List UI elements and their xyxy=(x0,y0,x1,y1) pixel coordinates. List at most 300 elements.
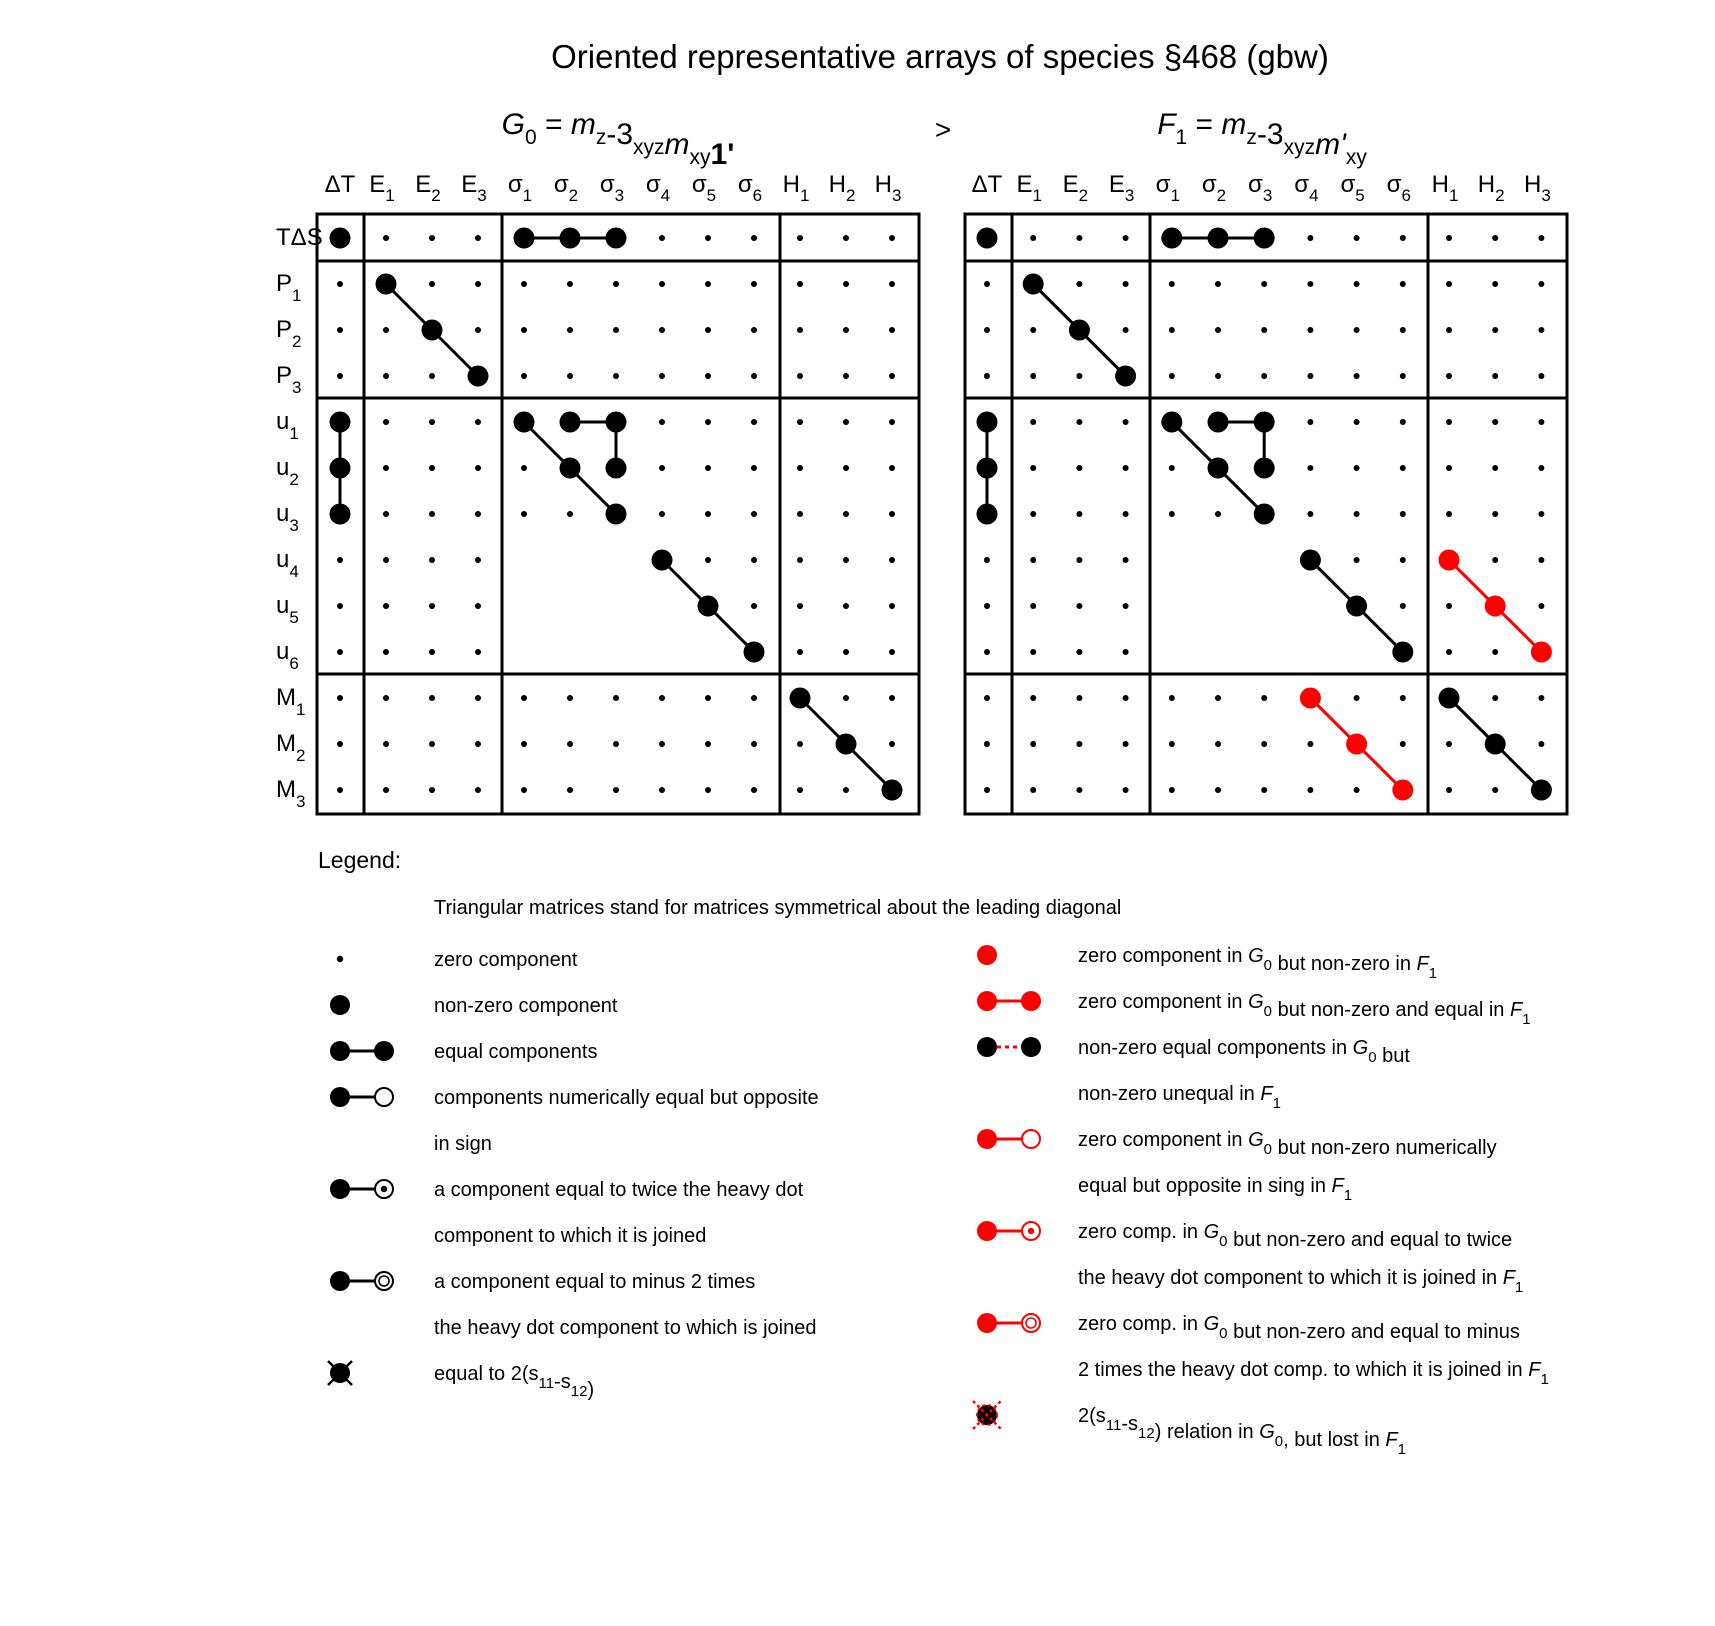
zero-component xyxy=(1261,327,1267,333)
nonzero-component xyxy=(1208,458,1229,479)
zero-component xyxy=(1123,465,1129,471)
legend-item-equal xyxy=(330,1041,597,1063)
zero-component xyxy=(1400,235,1406,241)
zero-component xyxy=(1030,511,1036,517)
legend-item-red-dot xyxy=(977,945,1437,982)
zero-component xyxy=(1354,787,1360,793)
legend-run: -s xyxy=(554,1371,571,1393)
column-header-7 xyxy=(646,171,670,205)
zero-component xyxy=(705,327,711,333)
zero-component xyxy=(1446,649,1452,655)
column-symbol: σ xyxy=(1248,171,1263,198)
zero-component xyxy=(751,787,757,793)
legend-text-line xyxy=(434,1041,597,1063)
zero-component xyxy=(429,511,435,517)
legend-text-line xyxy=(1078,1221,1512,1251)
zero-component xyxy=(1215,695,1221,701)
column-header-2 xyxy=(415,171,440,205)
column-subscript: 2 xyxy=(431,186,441,205)
zero-component xyxy=(337,741,343,747)
column-subscript: 1 xyxy=(385,186,395,205)
zero-component xyxy=(1400,373,1406,379)
red-nonzero-component xyxy=(1531,642,1552,663)
zero-component xyxy=(613,373,619,379)
legend-run: non-zero equal components in xyxy=(1078,1037,1353,1059)
zero-component xyxy=(383,741,389,747)
legend-run: G xyxy=(1352,1037,1369,1059)
nonzero-component xyxy=(376,274,397,295)
row-symbol: TΔS xyxy=(276,224,323,251)
nonzero-component xyxy=(330,504,351,525)
zero-component xyxy=(521,465,527,471)
legend-subscript: 0 xyxy=(1263,1003,1273,1020)
zero-component xyxy=(889,741,895,747)
nonzero-component xyxy=(606,458,627,479)
zero-component xyxy=(751,511,757,517)
zero-component xyxy=(984,603,990,609)
zero-component xyxy=(475,557,481,563)
legend-text-line xyxy=(1078,1175,1352,1204)
row-symbol: M xyxy=(276,730,296,757)
zero-component xyxy=(1492,511,1498,517)
zero-component xyxy=(797,557,803,563)
generator-symbol: -3 xyxy=(1256,118,1284,151)
zero-component xyxy=(843,511,849,517)
legend-run: G xyxy=(1248,991,1264,1013)
legend-subscript: 1 xyxy=(1428,965,1438,982)
legend-text-line xyxy=(1078,1267,1523,1296)
nonzero-component xyxy=(977,228,998,249)
legend-text-line xyxy=(434,995,618,1017)
zero-component xyxy=(613,787,619,793)
legend-run: zero component xyxy=(434,949,578,971)
zero-component xyxy=(705,557,711,563)
zero-component xyxy=(1354,419,1360,425)
column-symbol: σ xyxy=(1201,171,1217,198)
column-symbol: σ xyxy=(553,171,569,198)
zero-component xyxy=(1446,603,1452,609)
zero-component xyxy=(1354,557,1360,563)
legend-run: F xyxy=(1331,1175,1344,1197)
column-header-12 xyxy=(875,171,902,205)
zero-component xyxy=(1492,419,1498,425)
column-symbol: σ xyxy=(737,171,753,198)
zero-component xyxy=(613,327,619,333)
zero-component xyxy=(1307,235,1313,241)
legend-item-red-opposite xyxy=(977,1129,1497,1204)
nonzero-component xyxy=(1254,504,1275,525)
legend-symbol-twice xyxy=(330,1179,393,1199)
zero-component xyxy=(1400,511,1406,517)
zero-component xyxy=(1354,465,1360,471)
zero-component xyxy=(521,695,527,701)
legend-run: zero comp. in xyxy=(1078,1313,1204,1335)
column-symbol: σ xyxy=(1294,171,1310,198)
zero-component xyxy=(337,649,343,655)
column-subscript: 2 xyxy=(568,186,579,205)
legend-run: but non-zero in xyxy=(1272,953,1417,975)
legend-symbol-opposite xyxy=(330,1087,393,1107)
zero-component xyxy=(383,649,389,655)
zero-component xyxy=(1492,695,1498,701)
zero-component xyxy=(705,695,711,701)
legend-text-line xyxy=(1078,1037,1410,1067)
row-header-8 xyxy=(276,592,299,627)
column-header-9 xyxy=(738,171,762,205)
row-symbol: u xyxy=(276,592,290,619)
legend-right-column xyxy=(973,945,1549,1458)
legend-item-small-dot xyxy=(337,949,578,971)
generator-subscript: xyz xyxy=(1283,136,1316,159)
zero-component xyxy=(383,235,389,241)
legend-run: -s xyxy=(1121,1413,1139,1435)
nonzero-component xyxy=(560,412,581,433)
column-header-12 xyxy=(1524,171,1551,205)
row-header-12 xyxy=(276,776,305,811)
column-header-7 xyxy=(1294,171,1318,205)
legend-run: non-zero component xyxy=(434,995,618,1017)
zero-component xyxy=(659,695,665,701)
zero-component xyxy=(1400,281,1406,287)
legend-item-cross xyxy=(328,1361,594,1401)
zero-component xyxy=(751,419,757,425)
column-subscript: 3 xyxy=(1262,186,1273,205)
legend-run: equal but opposite in sing in xyxy=(1078,1175,1332,1197)
row-subscript: 3 xyxy=(292,378,302,397)
row-header-11 xyxy=(276,730,305,765)
generator-symbol: m xyxy=(1221,108,1247,141)
nonzero-component xyxy=(1346,596,1367,617)
legend-run: G xyxy=(1259,1421,1275,1443)
generator-symbol: 1' xyxy=(710,138,735,171)
zero-component xyxy=(659,465,665,471)
zero-component xyxy=(984,327,990,333)
zero-component xyxy=(1538,695,1544,701)
zero-component xyxy=(1123,603,1129,609)
zero-component xyxy=(843,281,849,287)
zero-component xyxy=(659,373,665,379)
column-header-8 xyxy=(1340,171,1364,205)
column-symbol: ΔT xyxy=(324,171,356,198)
column-symbol: H xyxy=(782,171,800,198)
zero-component xyxy=(1538,235,1544,241)
zero-component xyxy=(1169,511,1175,517)
nonzero-component xyxy=(606,504,627,525)
matrix-f1 xyxy=(965,171,1567,814)
zero-component xyxy=(889,695,895,701)
zero-component xyxy=(337,373,343,379)
zero-component xyxy=(1307,787,1313,793)
legend-symbol-minus2 xyxy=(330,1271,393,1291)
zero-component xyxy=(843,235,849,241)
generator-symbol: m xyxy=(664,128,690,161)
legend-subscript: 0 xyxy=(1263,957,1273,974)
zero-component xyxy=(843,373,849,379)
legend-run: ) xyxy=(587,1379,595,1401)
row-subscript: 3 xyxy=(296,792,306,811)
nonzero-component xyxy=(422,320,443,341)
zero-component xyxy=(1354,373,1360,379)
zero-component xyxy=(475,787,481,793)
nonzero-component xyxy=(330,458,351,479)
legend-text-line xyxy=(1078,945,1437,982)
zero-component xyxy=(429,695,435,701)
zero-component xyxy=(705,281,711,287)
column-symbol: σ xyxy=(599,171,615,198)
column-subscript: 1 xyxy=(799,186,810,205)
zero-component xyxy=(1076,741,1082,747)
legend-run: zero comp. in xyxy=(1078,1221,1204,1243)
column-subscript: 3 xyxy=(614,186,625,205)
zero-component xyxy=(429,557,435,563)
row-symbol: u xyxy=(276,500,290,527)
zero-component xyxy=(659,327,665,333)
nonzero-component xyxy=(1115,366,1136,387)
column-subscript: 1 xyxy=(1448,186,1459,205)
legend-run: F xyxy=(1385,1429,1398,1451)
legend-subscript: 12 xyxy=(570,1383,588,1400)
column-subscript: 3 xyxy=(1124,186,1135,205)
legend-subscript: 0 xyxy=(1219,1233,1228,1250)
zero-component xyxy=(843,419,849,425)
row-header-6 xyxy=(276,500,299,535)
zero-component xyxy=(1446,327,1452,333)
legend-text-line xyxy=(434,949,578,971)
zero-component xyxy=(1123,741,1129,747)
nonzero-component xyxy=(1300,550,1321,571)
zero-component xyxy=(889,327,895,333)
row-subscript: 1 xyxy=(289,424,299,443)
zero-component xyxy=(1307,419,1313,425)
group-formula-f1 xyxy=(1157,108,1367,169)
group-comparator: > xyxy=(934,114,952,145)
zero-component xyxy=(1030,603,1036,609)
generator-subscript: xyz xyxy=(633,136,665,159)
column-header-3 xyxy=(461,171,486,205)
zero-component xyxy=(1538,603,1544,609)
column-symbol: σ xyxy=(1340,171,1356,198)
zero-component xyxy=(705,511,711,517)
zero-component xyxy=(429,649,435,655)
zero-component xyxy=(521,327,527,333)
zero-component xyxy=(1400,327,1406,333)
generator-symbol: m xyxy=(570,108,596,141)
legend-symbol-red-minus2 xyxy=(977,1313,1040,1333)
zero-component xyxy=(475,419,481,425)
zero-component xyxy=(797,787,803,793)
nonzero-component xyxy=(1392,642,1413,663)
zero-component xyxy=(889,235,895,241)
zero-component xyxy=(383,557,389,563)
red-nonzero-component xyxy=(1392,780,1413,801)
zero-component xyxy=(1446,281,1452,287)
zero-component xyxy=(613,695,619,701)
legend-symbol-equal xyxy=(330,1041,394,1061)
column-subscript: 6 xyxy=(752,186,763,205)
legend-text-line xyxy=(434,1271,755,1293)
nonzero-component xyxy=(882,780,903,801)
column-symbol: σ xyxy=(645,171,661,198)
zero-component xyxy=(1169,373,1175,379)
nonzero-component xyxy=(1254,412,1275,433)
zero-component xyxy=(1215,327,1221,333)
zero-component xyxy=(383,787,389,793)
zero-component xyxy=(1030,695,1036,701)
zero-component xyxy=(843,465,849,471)
column-symbol: E xyxy=(1016,171,1033,198)
zero-component xyxy=(1492,557,1498,563)
column-header-2 xyxy=(1063,171,1088,205)
zero-component xyxy=(1538,419,1544,425)
zero-component xyxy=(1261,741,1267,747)
legend-run: but non-zero and equal in xyxy=(1272,999,1510,1021)
zero-component xyxy=(843,695,849,701)
zero-component xyxy=(1123,281,1129,287)
zero-component xyxy=(521,787,527,793)
zero-component xyxy=(1446,419,1452,425)
zero-component xyxy=(567,787,573,793)
legend-subscript: 0 xyxy=(1274,1433,1284,1450)
column-symbol: H xyxy=(1523,171,1542,198)
legend-subscript: 0 xyxy=(1263,1141,1273,1158)
zero-component xyxy=(383,465,389,471)
column-symbol: σ xyxy=(1386,171,1402,198)
column-subscript: 2 xyxy=(1216,186,1227,205)
legend-run: F xyxy=(1528,1359,1541,1381)
zero-component xyxy=(797,741,803,747)
column-subscript: 1 xyxy=(1032,186,1042,205)
zero-component xyxy=(1030,327,1036,333)
zero-component xyxy=(659,511,665,517)
zero-component xyxy=(429,741,435,747)
zero-component xyxy=(659,787,665,793)
row-header-2 xyxy=(276,316,301,351)
row-subscript: 3 xyxy=(289,516,299,535)
nonzero-component xyxy=(652,550,673,571)
zero-component xyxy=(1123,511,1129,517)
nonzero-component xyxy=(1208,228,1229,249)
column-header-8 xyxy=(692,171,716,205)
zero-component xyxy=(1538,557,1544,563)
legend-symbol-red-twice xyxy=(977,1221,1040,1241)
zero-component xyxy=(889,373,895,379)
column-header-11 xyxy=(829,171,856,205)
zero-component xyxy=(889,557,895,563)
row-header-4 xyxy=(276,408,299,443)
zero-component xyxy=(984,649,990,655)
zero-component xyxy=(1123,557,1129,563)
zero-component xyxy=(1492,235,1498,241)
row-symbol: P xyxy=(276,362,293,389)
zero-component xyxy=(1307,281,1313,287)
generator-subscript: xy xyxy=(1345,146,1367,169)
row-header-3 xyxy=(276,362,301,397)
zero-component xyxy=(659,281,665,287)
row-header-10 xyxy=(276,684,305,719)
zero-component xyxy=(613,281,619,287)
row-subscript: 1 xyxy=(296,700,306,719)
row-symbol: P xyxy=(276,316,293,343)
legend-run: non-zero unequal in xyxy=(1078,1083,1261,1105)
zero-component xyxy=(1400,419,1406,425)
zero-component xyxy=(1169,695,1175,701)
legend-run: , but lost in xyxy=(1283,1429,1386,1451)
nonzero-component xyxy=(1254,228,1275,249)
zero-component xyxy=(843,603,849,609)
zero-component xyxy=(984,695,990,701)
zero-component xyxy=(1076,235,1082,241)
legend-symbol-red-dot xyxy=(977,945,997,965)
column-subscript: 4 xyxy=(660,186,671,205)
zero-component xyxy=(984,557,990,563)
nonzero-component xyxy=(330,412,351,433)
column-subscript: 3 xyxy=(891,186,902,205)
zero-component xyxy=(337,281,343,287)
legend-subscript: 1 xyxy=(1522,1011,1531,1028)
zero-component xyxy=(1400,603,1406,609)
row-subscript: 2 xyxy=(292,332,302,351)
zero-component xyxy=(429,235,435,241)
legend-run: a component equal to twice the heavy dot xyxy=(434,1179,804,1201)
nonzero-component xyxy=(836,734,857,755)
legend-run: ) relation in xyxy=(1154,1421,1260,1443)
legend-subscript: 1 xyxy=(1540,1371,1549,1388)
zero-component xyxy=(843,787,849,793)
zero-component xyxy=(705,419,711,425)
zero-component xyxy=(1307,373,1313,379)
zero-component xyxy=(1307,741,1313,747)
row-symbol: P xyxy=(276,270,293,297)
column-header-4 xyxy=(1156,171,1180,205)
row-subscript: 2 xyxy=(289,470,299,489)
zero-component xyxy=(705,235,711,241)
nonzero-component xyxy=(977,504,998,525)
column-symbol: H xyxy=(874,171,892,198)
column-subscript: 1 xyxy=(1170,186,1180,205)
legend-run: components numerically equal but opposite xyxy=(434,1087,819,1109)
legend-text-line xyxy=(1078,1313,1520,1343)
zero-component xyxy=(1400,557,1406,563)
nonzero-component xyxy=(606,412,627,433)
zero-component xyxy=(1123,787,1129,793)
zero-component xyxy=(797,373,803,379)
legend-run: the heavy dot component to which it is joined in xyxy=(1078,1267,1503,1289)
diagram-title: Oriented representative arrays of species §468 (gbw) xyxy=(551,38,1329,75)
column-subscript: 2 xyxy=(1495,186,1505,205)
zero-component xyxy=(1123,649,1129,655)
row-subscript: 2 xyxy=(296,746,306,765)
nonzero-component xyxy=(698,596,719,617)
zero-component xyxy=(1446,741,1452,747)
zero-component xyxy=(1400,741,1406,747)
zero-component xyxy=(751,327,757,333)
zero-component xyxy=(1261,695,1267,701)
zero-component xyxy=(1538,281,1544,287)
zero-component xyxy=(984,281,990,287)
legend-run: F xyxy=(1509,999,1523,1021)
legend-item-opposite xyxy=(330,1087,819,1155)
zero-component xyxy=(429,603,435,609)
zero-component xyxy=(521,281,527,287)
nonzero-component xyxy=(560,458,581,479)
nonzero-component xyxy=(1023,274,1044,295)
zero-component xyxy=(1076,649,1082,655)
legend-subscript: 0 xyxy=(1219,1325,1228,1342)
zero-component xyxy=(1307,511,1313,517)
matrix-g0 xyxy=(276,171,919,814)
generator-subscript: xy xyxy=(689,146,711,169)
zero-component xyxy=(429,465,435,471)
